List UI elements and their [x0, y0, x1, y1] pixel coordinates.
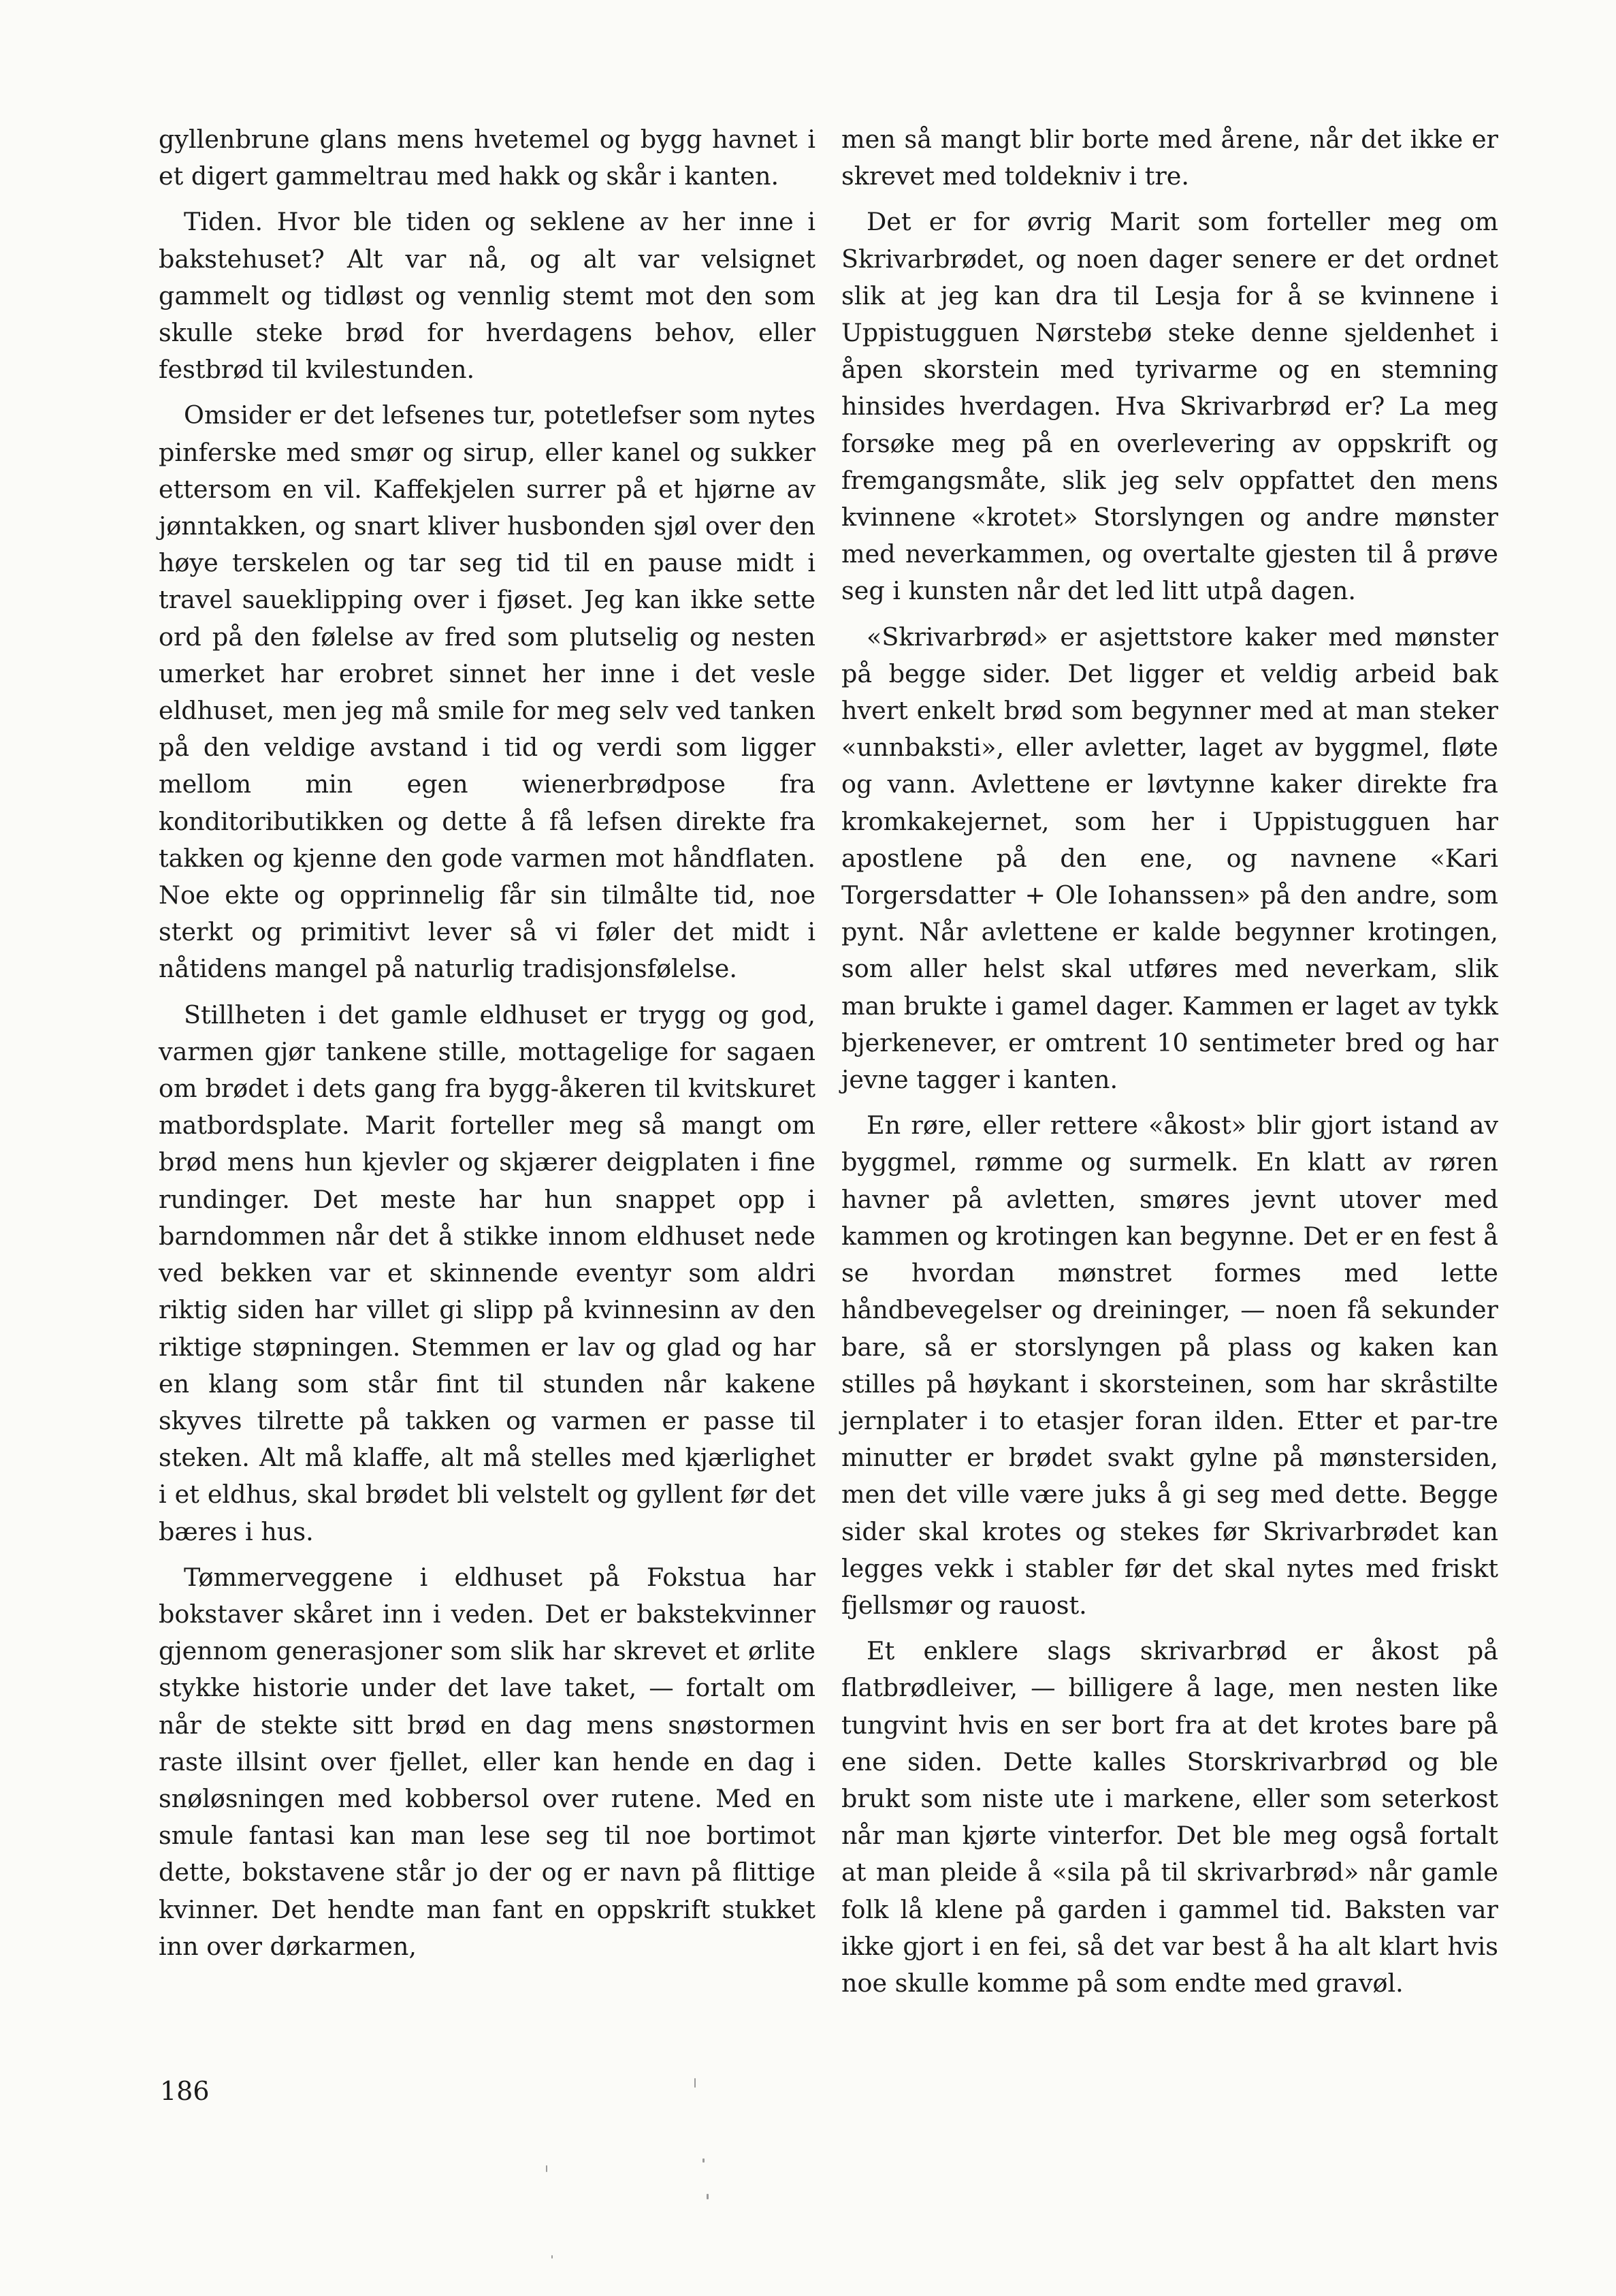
- paragraph: «Skrivarbrød» er asjettstore kaker med mønster på begge sider. Det ligger et veldig arbeid bak hvert enkelt brød som begynner med at man steker «unnbaksti», eller avletter, laget av byggmel, fløte og vann. Avlettene er løvtynne kaker direkte fra kromkakejernet, som her i Uppistugguen har apostlene på den ene, og navnene «Kari Torgersdatter + Ole Iohanssen» på den andre, som pynt. Når avlettene er kalde begynner krotingen, som aller helst skal utføres med neverkam, slik man brukte i gamel dager. Kammen er laget av tykk bjerkenever, er omtrent 10 sentimeter bred og har jevne tagger i kanten.: [841, 622, 1498, 1095]
- paragraph: Tømmerveggene i eldhuset på Fokstua har bokstaver skåret inn i veden. Det er bakstekvinner gjennom generasjoner som slik har skrevet et ørlite stykke historie under det lave taket, — fortalt om når de stekte sitt brød en dag mens snøstormen raste illsint over fjellet, eller kan hende en dag i snøløsningen med kobbersol over rutene. Med en smule fantasi kan man lese seg til noe bortimot dette, bokstavene står jo der og er navn på flittige kvinner. Det hendte man fant en oppskrift stukket inn over dørkarmen,: [159, 1562, 815, 1961]
- paragraph: Et enklere slags skrivarbrød er åkost på flatbrødleiver, — billigere å lage, men nesten like tungvint hvis en ser bort fra at det krotes bare på ene siden. Dette kalles Storskrivarbrød og ble brukt som niste ute i markene, eller som seterkost når man kjørte vinterfor. Det ble meg også fortalt at man pleide å «sila på til skrivarbrød» når gamle folk lå klene på garden i gammel tid. Baksten var ikke gjort i en fei, så det var best å ha alt klart hvis noe skulle komme på som endte med gravøl.: [841, 1636, 1498, 1998]
- paragraph: Det er for øvrig Marit som forteller meg om Skrivarbrødet, og noen dager senere er det ordnet slik at jeg kan dra til Lesja for å se kvinnene i Uppistugguen Nørstebø steke denne sjeldenhet i åpen skorstein med tyrivarme og en stemning hinsides hverdagen. Hva Skrivarbrød er? La meg forsøke meg på en overlevering av oppskrift og fremgangsmåte, slik jeg selv oppfattet den mens kvinnene «krotet» Storslyngen og andre mønster med neverkammen, og overtalte gjesten til å prøve seg i kunsten når det led litt utpå dagen.: [841, 207, 1498, 606]
- paragraph: Omsider er det lefsenes tur, potetlefser som nytes pinferske med smør og sirup, eller kanel og sukker ettersom en vil. Kaffekjelen surrer på et hjørne av jønntakken, og snart kliver husbonden sjøl over den høye terskelen og tar seg tid til en pause midt i travel saueklipping over i fjøset. Jeg kan ikke sette ord på den følelse av fred som plutselig og nesten umerket har erobret sinnet her inne i det vesle eldhuset, men jeg må smile for meg selv ved tanken på den veldige avstand i tid og verdi som ligger mellom min egen wienerbrødpose fra konditoributikken og dette å få lefsen direkte fra takken og kjenne den gode varmen mot håndflaten. Noe ekte og opprinnelig får sin tilmålte tid, noe sterkt og primitivt lever så vi føler det midt i nåtidens mangel på naturlig tradisjonsfølelse.: [159, 400, 815, 984]
- right-column: [841, 121, 1498, 2011]
- paragraph: En røre, eller rettere «åkost» blir gjort istand av byggmel, rømme og surmelk. En klatt av røren havner på avletten, smøres jevnt utover med kammen og krotingen kan begynne. Det er en fest å se hvordan mønstret formes med lette håndbevegelser og dreininger, — noen få sekunder bare, så er storslyngen på plass og kaken kan stilles på høykant i skorsteinen, som har skråstilte jernplater i to etasjer foran ilden. Etter et par-tre minutter er brødet svakt gylne på mønstersiden, men det ville være juks å gi seg med dette. Begge sider skal krotes og stekes før Skrivarbrødet kan legges vekk i stabler før det skal nytes med friskt fjellsmør og rauost.: [841, 1111, 1498, 1620]
- scan-speck: [546, 2165, 547, 2172]
- paragraph: men så mangt blir borte med årene, når det ikke er skrevet med toldekniv i tre.: [841, 125, 1498, 191]
- page-number: 186: [160, 2076, 210, 2106]
- left-column: [159, 121, 815, 1974]
- paragraph: gyllenbrune glans mens hvetemel og bygg havnet i et digert gammeltrau med hakk og skår i kanten.: [159, 125, 815, 191]
- scan-speck: [702, 2158, 705, 2163]
- scan-speck: [707, 2194, 709, 2199]
- scan-speck: [551, 2255, 553, 2259]
- scan-speck: [694, 2078, 696, 2088]
- paragraph: Tiden. Hvor ble tiden og seklene av her inne i bakstehuset? Alt var nå, og alt var velsignet gammelt og tidløst og vennlig stemt mot den som skulle steke brød for hverdagens behov, eller festbrød til kvilestunden.: [159, 207, 815, 385]
- paragraph: Stillheten i det gamle eldhuset er trygg og god, varmen gjør tankene stille, mottagelige for sagaen om brødet i dets gang fra bygg-åkeren til kvitskuret matbordsplate. Marit forteller meg så mangt om brød mens hun kjevler og skjærer deigplaten i fine rundinger. Det meste har hun snappet opp i barndommen når det å stikke innom eldhuset nede ved bekken var et skinnende eventyr som aldri riktig siden har villet gi slipp på kvinnesinn av den riktige støpningen. Stemmen er lav og glad og har en klang som står fint til stunden når kakene skyves tilrette på takken og varmen er passe til steken. Alt må klaffe, alt må stelles med kjærlighet i et eldhus, skal brødet bli velstelt og gyllent før det bæres i hus.: [159, 1000, 815, 1546]
